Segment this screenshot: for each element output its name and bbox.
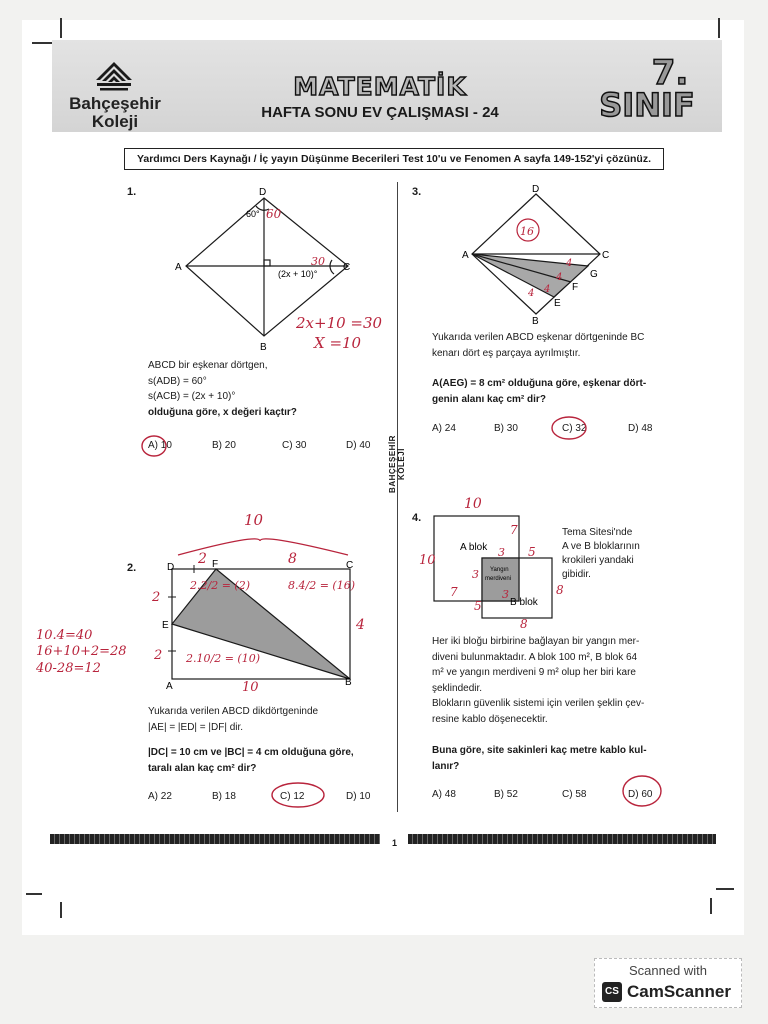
handwriting: 2.2/2 = (2) (190, 579, 250, 592)
crop-mark (60, 18, 62, 38)
angle-d-label: 60° (246, 209, 260, 219)
question-2-text (148, 704, 318, 735)
handwriting: 16 (520, 225, 534, 238)
text-line: Yukarıda verilen ABCD dikdörtgeninde (148, 706, 319, 717)
text-line: s(ACB) = (2x + 10)° (148, 391, 236, 402)
text-line: A(AEG) = 8 cm² olduğuna göre, eşkenar dört- (432, 378, 647, 389)
handwriting: 3 (498, 546, 505, 559)
crop-mark (60, 902, 62, 918)
label-d: D (259, 187, 267, 198)
answer-circle-icon (550, 414, 590, 442)
q4-option-c[interactable]: C) 58 (562, 789, 587, 800)
text-line: genin alanı kaç cm² dir? (432, 393, 546, 405)
handwriting: 5 (528, 545, 536, 559)
text-line: kenarı dört eş parçaya ayrılmıştır. (432, 347, 581, 359)
q4-option-a[interactable]: A) 48 (432, 789, 456, 800)
camscanner-logo-icon: CS (602, 982, 622, 1002)
text-line: |DC| = 10 cm ve |BC| = 4 cm olduğuna göre, (148, 747, 354, 758)
question-1-number: 1. (127, 186, 137, 198)
label-d: D (167, 562, 175, 573)
handwriting: 30 (311, 255, 325, 268)
label-c: C (602, 250, 610, 261)
q2-option-a[interactable]: A) 22 (148, 791, 172, 802)
handwriting: 40-28=12 (36, 661, 101, 676)
handwriting: 10.4=40 (36, 628, 93, 643)
text-line: Buna göre, site sakinleri kaç metre kablo kul- (432, 745, 647, 756)
crop-mark (718, 18, 720, 38)
label-a: A (462, 250, 469, 261)
handwriting: 7 (510, 523, 518, 537)
handwriting: 4 (528, 288, 535, 299)
yangin-label: merdiveni (485, 576, 512, 582)
text-line: resine kablo döşenecektir. (432, 713, 548, 725)
label-a: A (175, 262, 182, 273)
text-line: A ve B bloklarının (562, 541, 640, 552)
label-d: D (532, 184, 540, 195)
text-line: taralı alan kaç cm² dir? (148, 762, 257, 774)
scanner-caption: Scanned with (628, 963, 708, 978)
handwriting: 2 (152, 590, 161, 605)
text-line: gibidir. (562, 569, 591, 580)
label-c: C (343, 262, 351, 273)
q3-option-d[interactable]: D) 48 (628, 423, 653, 434)
text-line: şeklindedir. (432, 682, 483, 694)
question-4-side-text (562, 526, 640, 582)
text-line: Her iki bloğu birbirine bağlayan bir yangın mer- (432, 636, 640, 647)
handwriting: 2.10/2 = (10) (186, 652, 260, 665)
footer-bar-left (50, 834, 380, 844)
answer-circle-icon (270, 780, 326, 810)
q3-option-a[interactable]: A) 24 (432, 423, 456, 434)
a-blok-label: A blok (460, 542, 488, 553)
handwriting: 4 (356, 617, 365, 633)
question-3-prompt (432, 376, 646, 407)
handwriting: 10 (419, 553, 436, 568)
question-4-number: 4. (412, 512, 422, 524)
grade-number: 7. (651, 53, 689, 93)
handwriting: 8 (288, 551, 297, 567)
handwriting: 3 (502, 588, 509, 601)
q1-option-c[interactable]: C) 30 (282, 440, 307, 451)
handwriting: 10 (464, 496, 482, 512)
handwriting: 4 (566, 258, 573, 269)
label-f: F (212, 559, 219, 570)
crop-mark (716, 888, 734, 890)
handwriting: 2 (198, 551, 207, 567)
text-line: Tema Sitesi'nde (562, 527, 633, 538)
scanner-name: CamScanner (627, 982, 731, 1001)
q1-option-a[interactable]: A) 10 (148, 440, 172, 451)
handwriting: 4 (556, 272, 563, 283)
text-line: Yukarıda verilen ABCD eşkenar dörtgeninde BC (432, 332, 645, 343)
handwriting: 7 (450, 585, 458, 599)
text-line: m² ve yangın merdiveni 9 m² olup her biri kare (432, 667, 636, 678)
footer-bar-right (408, 834, 716, 844)
handwriting: 10 (242, 680, 259, 695)
handwriting: X =10 (314, 334, 362, 352)
handwriting: 8.4/2 = (16) (288, 579, 355, 592)
b-blok-label: B blok (510, 597, 538, 608)
question-3-figure (456, 182, 626, 327)
label-g: G (590, 269, 598, 280)
angle-c-label: (2x + 10)° (278, 269, 318, 279)
school-name-line-2: Koleji (91, 112, 139, 131)
q1-option-d[interactable]: D) 40 (346, 440, 371, 451)
answer-circle-icon (620, 772, 664, 808)
q3-option-c[interactable]: C) 32 (562, 423, 587, 434)
handwriting: 3 (472, 568, 479, 581)
crop-mark (710, 898, 712, 914)
handwriting: 8 (556, 583, 564, 597)
crop-mark (26, 893, 42, 895)
question-3-text (432, 330, 644, 361)
question-3-number: 3. (412, 186, 422, 198)
label-b: B (345, 677, 352, 688)
text-line: lanır? (432, 760, 460, 772)
subject-title: MATEMATİK (293, 72, 467, 101)
handwriting: 10 (244, 511, 264, 529)
handwriting: 2x+10 =30 (296, 314, 383, 332)
label-b: B (532, 316, 539, 327)
question-4-prompt (432, 743, 647, 774)
school-logo-icon (94, 60, 134, 94)
q2-option-b[interactable]: B) 18 (212, 791, 236, 802)
text-line: krokileri yandaki (562, 555, 634, 566)
handwriting: 60 (266, 207, 282, 221)
worksheet-subtitle: HAFTA SONU EV ÇALIŞMASI - 24 (261, 104, 499, 121)
handwriting: 2 (154, 648, 163, 663)
text-line: s(ADB) = 60° (148, 375, 207, 387)
page-number: 1 (392, 838, 398, 848)
school-name (60, 95, 170, 131)
q2-option-d[interactable]: D) 10 (346, 791, 371, 802)
handwriting: 4 (544, 284, 551, 295)
text-line: |AE| = |ED| = |DF| dir. (148, 721, 244, 733)
question-1-prompt: olduğuna göre, x değeri kaçtır? (148, 406, 297, 418)
label-b: B (260, 342, 267, 353)
label-f: F (572, 282, 579, 293)
yangin-label: Yangın (490, 567, 509, 573)
handwriting: 8 (520, 617, 528, 629)
q1-option-b[interactable]: B) 20 (212, 440, 236, 451)
text-line: diveni bulunmaktadır. A blok 100 m², B blok 64 (432, 651, 638, 663)
q3-option-b[interactable]: B) 30 (494, 423, 518, 434)
question-2-prompt (148, 745, 354, 776)
question-4-text (432, 634, 644, 727)
label-e: E (162, 620, 169, 631)
side-label: BAHÇEŞEHİR KOLEJİ (388, 435, 406, 493)
q2-option-c[interactable]: C) 12 (280, 791, 305, 802)
text-line: Blokların güvenlik sistemi için verilen şeklin çev- (432, 698, 645, 709)
handwriting: 16+10+2=28 (36, 644, 127, 659)
q4-option-d[interactable]: D) 60 (628, 789, 653, 800)
instruction-note: Yardımcı Ders Kaynağı / İç yayın Düşünme Becerileri Test 10'u ve Fenomen A sayfa 149-152'yi çözünüz. (124, 148, 664, 170)
label-a: A (166, 681, 173, 692)
question-2-figure (160, 505, 380, 695)
handwriting: 5 (474, 599, 482, 613)
school-name-line-1: Bahçeşehir (69, 94, 161, 113)
label-c: C (346, 560, 354, 571)
grade-label: SINIF (599, 86, 695, 124)
question-2-number: 2. (127, 562, 137, 574)
question-1-text (148, 358, 297, 420)
q4-option-b[interactable]: B) 52 (494, 789, 518, 800)
question-4-figure (416, 494, 566, 629)
label-e: E (554, 298, 561, 309)
answer-circle-icon (140, 433, 170, 459)
text-line: ABCD bir eşkenar dörtgen, (148, 360, 268, 371)
crop-mark (32, 42, 52, 44)
scanner-watermark (594, 958, 742, 1008)
